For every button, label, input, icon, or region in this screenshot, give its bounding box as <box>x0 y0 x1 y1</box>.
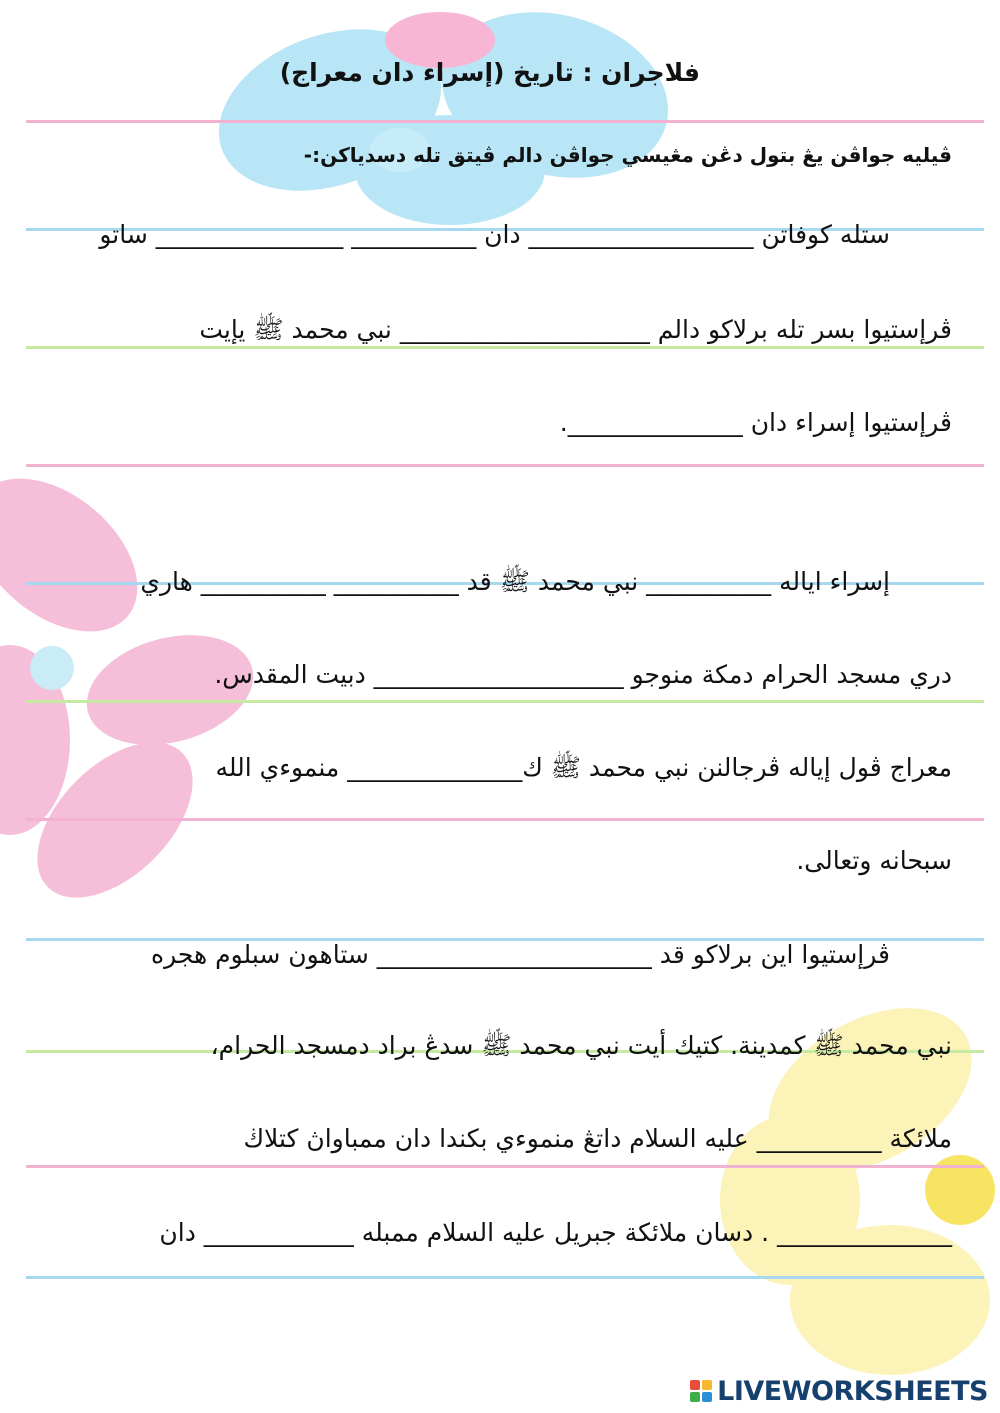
exercise-line: ڤرإستيوا بسر تله برلاكو دالم ____________________ نبي محمد ﷺ يإيت <box>199 315 952 344</box>
instructions: ڤيليه جواڤن يڠ بتول دڠن مڠيسي جواڤن دالم ڤيتق تله دسدياكن:- <box>303 143 952 167</box>
exercise-line: إسراء اياله __________ نبي محمد ﷺ قد __________ __________ هاري <box>140 567 890 596</box>
blue-flower-icon <box>196 0 687 225</box>
ruled-line <box>26 700 984 703</box>
ruled-line <box>26 464 984 467</box>
exercise-line: ستله كوفاتن __________________ دان __________ _______________ ساتو <box>99 220 890 249</box>
exercise-line: ملائكة __________ عليه السلام داتڠ منموءي بكندا دان ممباواڽ كتلاڬ <box>243 1124 952 1153</box>
exercise-line: ڤرإستيوا إسراء دان ______________. <box>559 408 952 437</box>
ruled-line <box>26 120 984 123</box>
exercise-line: ______________ . دسان ملائكة جبريل عليه السلام ممبله ____________ دان <box>159 1218 952 1247</box>
brand-grid-icon <box>690 1380 712 1402</box>
page-title: فلاجران : تاريخ (إسراء دان معراج) <box>279 58 700 87</box>
exercise-line: معراج ڤول إياله ڤرجالنن نبي محمد ﷺ ك______________ منموءي الله <box>215 753 952 782</box>
exercise-line: سبحانه وتعالى. <box>796 846 952 875</box>
exercise-line: نبي محمد ﷺ كمدينة. كتيك أيت نبي محمد ﷺ سدڠ براد دمسجد الحرام، <box>210 1031 952 1060</box>
ruled-line <box>26 818 984 821</box>
ruled-line <box>26 1165 984 1168</box>
exercise-line: دري مسجد الحرام دمكة منوجو ____________________ دبيت المقدس. <box>214 660 952 689</box>
ruled-line <box>26 1276 984 1279</box>
exercise-line: ڤرإستيوا اين برلاكو قد ______________________ ستاهون سبلوم هجره <box>151 940 890 969</box>
brand-name: LIVEWORKSHEETS <box>717 1375 988 1407</box>
liveworksheets-logo <box>690 1375 988 1407</box>
